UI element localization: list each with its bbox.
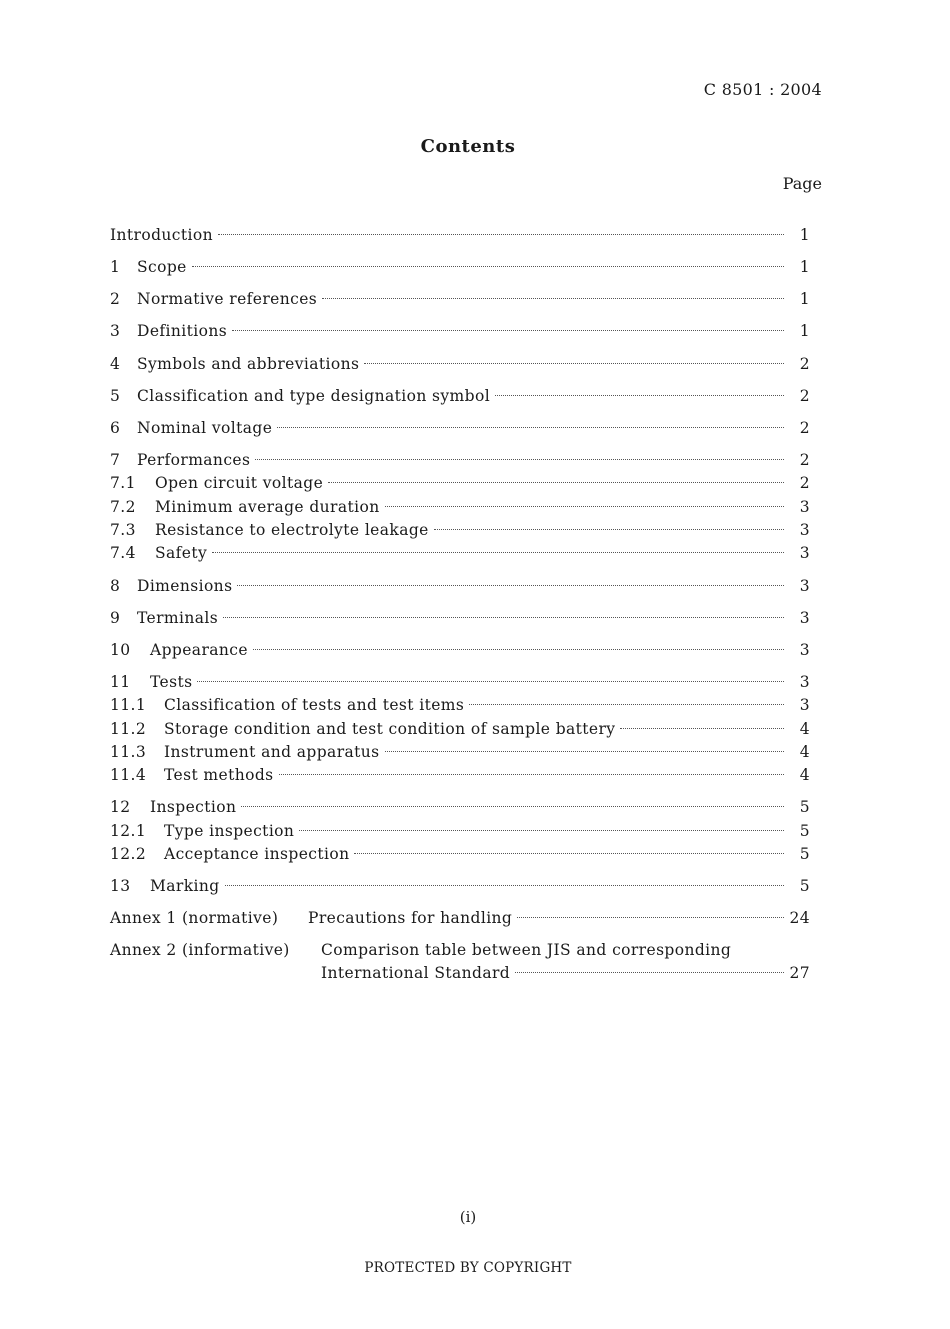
dot-leader [277, 427, 784, 428]
toc-number: 7.2 [110, 498, 136, 516]
toc-entry-electrolyte-leakage[interactable] [110, 518, 810, 542]
toc-label: International Standard [321, 964, 511, 982]
toc-label: Minimum average duration [155, 498, 380, 516]
dot-leader [212, 552, 784, 553]
toc-page-number: 5 [799, 877, 810, 895]
toc-page-number: 2 [799, 474, 810, 492]
dot-leader [328, 482, 784, 483]
toc-entry-normative-references[interactable] [110, 287, 810, 311]
toc-label: Performances [137, 451, 251, 469]
toc-page-number: 3 [799, 641, 810, 659]
toc-number: 6 [110, 419, 121, 437]
toc-entry-scope[interactable] [110, 255, 810, 279]
toc-label: Storage condition and test condition of sample battery [164, 720, 616, 738]
toc-number: 10 [110, 641, 131, 659]
toc-number: 11.3 [110, 743, 147, 761]
toc-number: 5 [110, 387, 121, 405]
toc-label: Test methods [164, 766, 274, 784]
toc-page-number: 1 [799, 322, 810, 340]
dot-leader [192, 266, 784, 267]
toc-label: Symbols and abbreviations [137, 355, 360, 373]
toc-label: Classification of tests and test items [164, 696, 465, 714]
toc-label: Normative references [137, 290, 318, 308]
dot-leader [237, 585, 784, 586]
toc-number: 7.1 [110, 474, 136, 492]
dot-leader [517, 917, 784, 918]
toc-label: Scope [137, 258, 187, 276]
toc-label: Type inspection [164, 822, 295, 840]
toc-label: Inspection [150, 798, 237, 816]
toc-page-number: 1 [799, 226, 810, 244]
toc-entry-terminals[interactable] [110, 606, 810, 630]
toc-entry-marking[interactable] [110, 874, 810, 898]
toc-entry-dimensions[interactable] [110, 574, 810, 598]
toc-number: 3 [110, 322, 121, 340]
toc-page-number: 3 [799, 609, 810, 627]
toc-entry-acceptance-inspection[interactable] [110, 842, 810, 866]
dot-leader [279, 774, 784, 775]
toc-label: Marking [150, 877, 220, 895]
toc-page-number: 4 [799, 720, 810, 738]
toc-number: 7 [110, 451, 121, 469]
footer-page-number: (i) [459, 1208, 477, 1226]
toc-entry-classification-of-tests[interactable] [110, 693, 810, 717]
toc-entry-tests[interactable] [110, 670, 810, 694]
toc-page-number: 3 [799, 673, 810, 691]
toc-number: 4 [110, 355, 121, 373]
toc-entry-performances[interactable] [110, 448, 810, 472]
dot-leader [255, 459, 784, 460]
toc-page-number: 5 [799, 822, 810, 840]
toc-number: 12.2 [110, 845, 147, 863]
toc-number: Annex 1 (normative) [110, 909, 279, 927]
toc-page-number: 1 [799, 258, 810, 276]
toc-entry-instrument-apparatus[interactable] [110, 740, 810, 764]
toc-number: 11.2 [110, 720, 147, 738]
dot-leader [232, 330, 784, 331]
dot-leader [354, 853, 784, 854]
dot-leader [385, 751, 784, 752]
dot-leader [225, 885, 784, 886]
toc-label: Open circuit voltage [155, 474, 324, 492]
toc-entry-minimum-average-duration[interactable] [110, 495, 810, 519]
dot-leader [253, 649, 784, 650]
toc-entry-nominal-voltage[interactable] [110, 416, 810, 440]
toc-number: 7.3 [110, 521, 136, 539]
toc-page-number: 3 [799, 544, 810, 562]
toc-entry-storage-condition[interactable] [110, 717, 810, 741]
toc-entry-appearance[interactable] [110, 638, 810, 662]
toc-label: Dimensions [137, 577, 233, 595]
toc-page-number: 3 [799, 577, 810, 595]
toc-entry-inspection[interactable] [110, 795, 810, 819]
toc-label: Classification and type designation symbol [137, 387, 491, 405]
toc-label: Tests [150, 673, 193, 691]
toc-entry-annex-1[interactable] [110, 906, 810, 930]
toc-label: Nominal voltage [137, 419, 273, 437]
toc-entry-symbols[interactable] [110, 352, 810, 376]
toc-entry-test-methods[interactable] [110, 763, 810, 787]
toc-entry-safety[interactable] [110, 541, 810, 565]
toc-number: 11 [110, 673, 131, 691]
toc-entry-definitions[interactable] [110, 319, 810, 343]
toc-page-number: 4 [799, 743, 810, 761]
toc-number: 11.1 [110, 696, 147, 714]
document-id: C 8501 : 2004 [703, 80, 822, 99]
dot-leader [434, 529, 784, 530]
dot-leader [218, 234, 784, 235]
toc-number: Annex 2 (informative) [110, 941, 290, 959]
dot-leader [223, 617, 784, 618]
toc-label: Definitions [137, 322, 228, 340]
toc-page-number: 3 [799, 696, 810, 714]
toc-label: Instrument and apparatus [164, 743, 380, 761]
toc-number: 2 [110, 290, 121, 308]
toc-label: Resistance to electrolyte leakage [155, 521, 429, 539]
toc-entry-introduction[interactable] [110, 223, 810, 247]
dot-leader [241, 806, 784, 807]
toc-entry-annex-2[interactable] [110, 938, 810, 962]
copyright-notice: PROTECTED BY COPYRIGHT [364, 1260, 572, 1276]
dot-leader [495, 395, 784, 396]
toc-page-number: 4 [799, 766, 810, 784]
toc-page-number: 2 [799, 451, 810, 469]
toc-number: 12.1 [110, 822, 147, 840]
toc-number: 13 [110, 877, 131, 895]
toc-entry-annex-2-continued[interactable] [110, 961, 810, 985]
toc-page-number: 5 [799, 798, 810, 816]
toc-label: Precautions for handling [308, 909, 513, 927]
toc-label: Introduction [110, 226, 213, 244]
page-column-header: Page [782, 174, 822, 193]
toc-number: 12 [110, 798, 131, 816]
toc-number: 11.4 [110, 766, 147, 784]
toc-entry-open-circuit-voltage[interactable] [110, 471, 810, 495]
toc-page-number: 2 [799, 355, 810, 373]
toc-number: 8 [110, 577, 121, 595]
toc-number: 7.4 [110, 544, 136, 562]
page-title: Contents [420, 136, 516, 157]
dot-leader [385, 506, 784, 507]
dot-leader [515, 972, 784, 973]
toc-entry-classification[interactable] [110, 384, 810, 408]
toc-page-number: 2 [799, 419, 810, 437]
toc-number: 9 [110, 609, 121, 627]
toc-label: Acceptance inspection [164, 845, 350, 863]
toc-number: 1 [110, 258, 121, 276]
dot-leader [620, 728, 784, 729]
toc-page-number: 5 [799, 845, 810, 863]
toc-page-number: 3 [799, 498, 810, 516]
dot-leader [469, 704, 784, 705]
toc-label: Appearance [150, 641, 248, 659]
toc-label: Comparison table between JIS and corresponding [321, 941, 732, 959]
toc-page-number: 24 [789, 909, 810, 927]
toc-label: Safety [155, 544, 208, 562]
dot-leader [364, 363, 784, 364]
toc-page-number: 3 [799, 521, 810, 539]
toc-entry-type-inspection[interactable] [110, 819, 810, 843]
toc-page-number: 1 [799, 290, 810, 308]
dot-leader [322, 298, 784, 299]
toc-page-number: 27 [789, 964, 810, 982]
dot-leader [197, 681, 784, 682]
dot-leader [299, 830, 784, 831]
toc-page-number: 2 [799, 387, 810, 405]
toc-label: Terminals [137, 609, 219, 627]
